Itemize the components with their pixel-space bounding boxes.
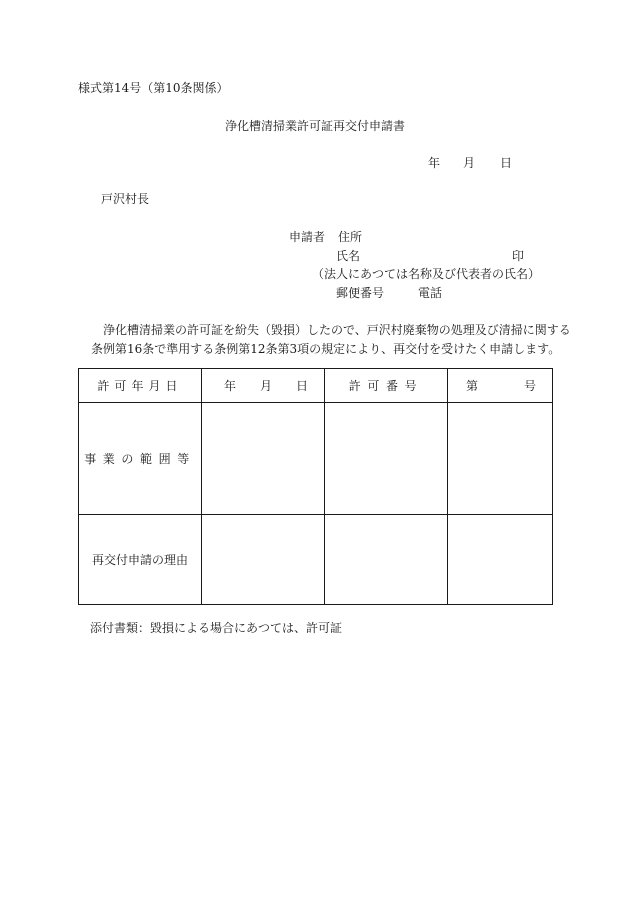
document-title: 浄化槽清掃業許可証再交付申請書 [224, 119, 405, 133]
business-scope-field-3[interactable] [448, 403, 553, 515]
permit-date-label: 許可年月日 [97, 379, 183, 393]
reason-label-cell [79, 515, 202, 605]
reason-field-2[interactable] [325, 515, 448, 605]
permit-number-prefix: 第 [466, 379, 479, 393]
seal-mark: 印 [512, 249, 525, 263]
postal-code-label: 郵便番号 [336, 286, 385, 300]
corporate-note: （法人にあつては名称及び代表者の氏名） [312, 267, 541, 281]
addressee: 戸沢村長 [101, 192, 150, 206]
permit-number-value-cell[interactable] [448, 369, 553, 403]
applicant-label: 申請者 [289, 230, 326, 244]
permit-date-month: 月 [259, 379, 272, 393]
reason-field-3[interactable] [448, 515, 553, 605]
date-day-label: 日 [500, 156, 513, 170]
business-scope-field-2[interactable] [325, 403, 448, 515]
form-number: 様式第14号（第10条関係） [78, 81, 229, 95]
permit-date-day: 日 [295, 379, 308, 393]
permit-date-value-cell[interactable] [202, 369, 325, 403]
table-row [79, 369, 553, 403]
name-label: 氏名 [336, 249, 361, 263]
permit-number-label-cell [325, 369, 448, 403]
table-row [79, 403, 553, 515]
date-month-label: 月 [463, 156, 476, 170]
business-scope-label-cell [79, 403, 202, 515]
business-scope-label: 事業の範囲等 [84, 452, 196, 466]
address-label: 住所 [338, 230, 363, 244]
table-row [79, 515, 553, 605]
reason-label: 再交付申請の理由 [91, 553, 188, 567]
application-table [78, 368, 553, 605]
permit-number-suffix: 号 [523, 379, 536, 393]
attachment-note: 添付書類：毀損による場合にあつては、許可証 [90, 621, 343, 635]
permit-date-label-cell [79, 369, 202, 403]
permit-date-year: 年 [224, 379, 237, 393]
body-text-line-2: 条例第16条で準用する条例第12条第3項の規定により、再交付を受けたく申請します。 [91, 342, 561, 356]
phone-label: 電話 [418, 286, 443, 300]
business-scope-field-1[interactable] [202, 403, 325, 515]
date-year-label: 年 [428, 156, 441, 170]
body-text-line-1: 浄化槽清掃業の許可証を紛失（毀損）したので、戸沢村廃棄物の処理及び清掃に関する [103, 323, 571, 337]
reason-field-1[interactable] [202, 515, 325, 605]
permit-number-label: 許可番号 [348, 379, 424, 393]
